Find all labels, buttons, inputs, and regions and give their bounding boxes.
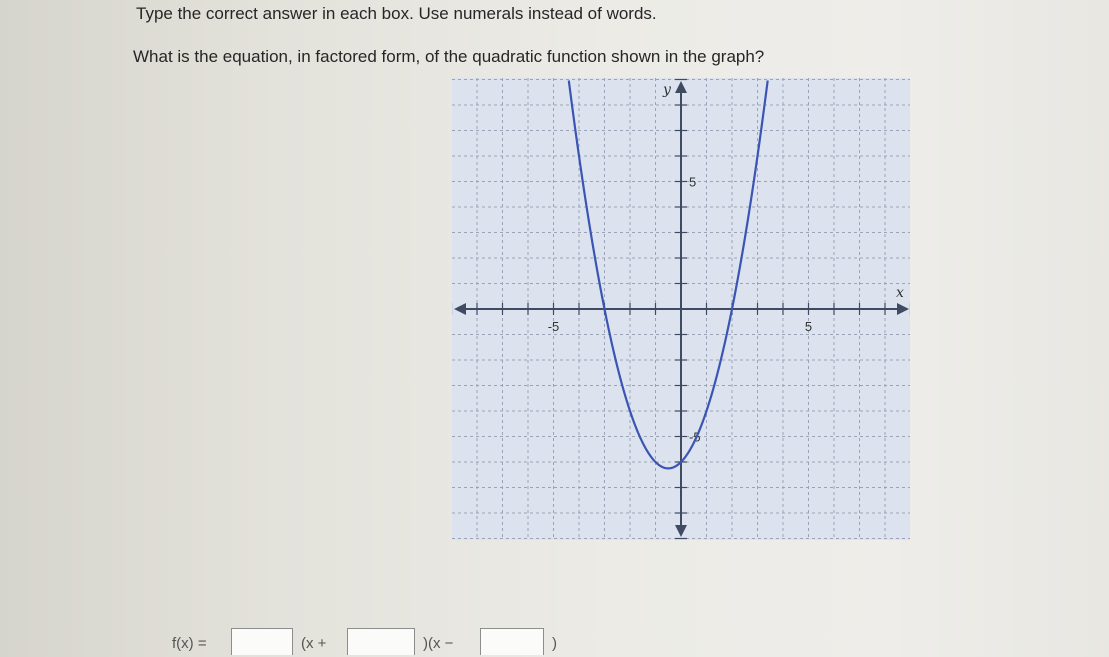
x-tick-label: -5 [547,319,560,334]
first-root-answer-box[interactable] [347,628,415,655]
first-factor-label: (x + [301,635,327,652]
question-text: What is the equation, in factored form, of the quadratic function shown in the graph? [133,47,765,66]
graph-svg [452,78,910,540]
instruction-text: Type the correct answer in each box. Use numerals instead of words. [136,4,657,23]
closing-paren: ) [552,635,557,652]
second-factor-label: )(x − [423,635,454,652]
x-tick-label: 5 [804,319,813,334]
function-prefix: f(x) = [172,635,207,652]
y-axis-label: y [663,82,671,98]
coefficient-answer-box[interactable] [231,628,293,655]
parabola-graph [452,78,910,540]
x-axis-label: x [896,285,904,301]
y-tick-label: 5 [689,174,697,190]
second-root-answer-box[interactable] [480,628,544,655]
y-tick-label: -5 [689,429,701,445]
